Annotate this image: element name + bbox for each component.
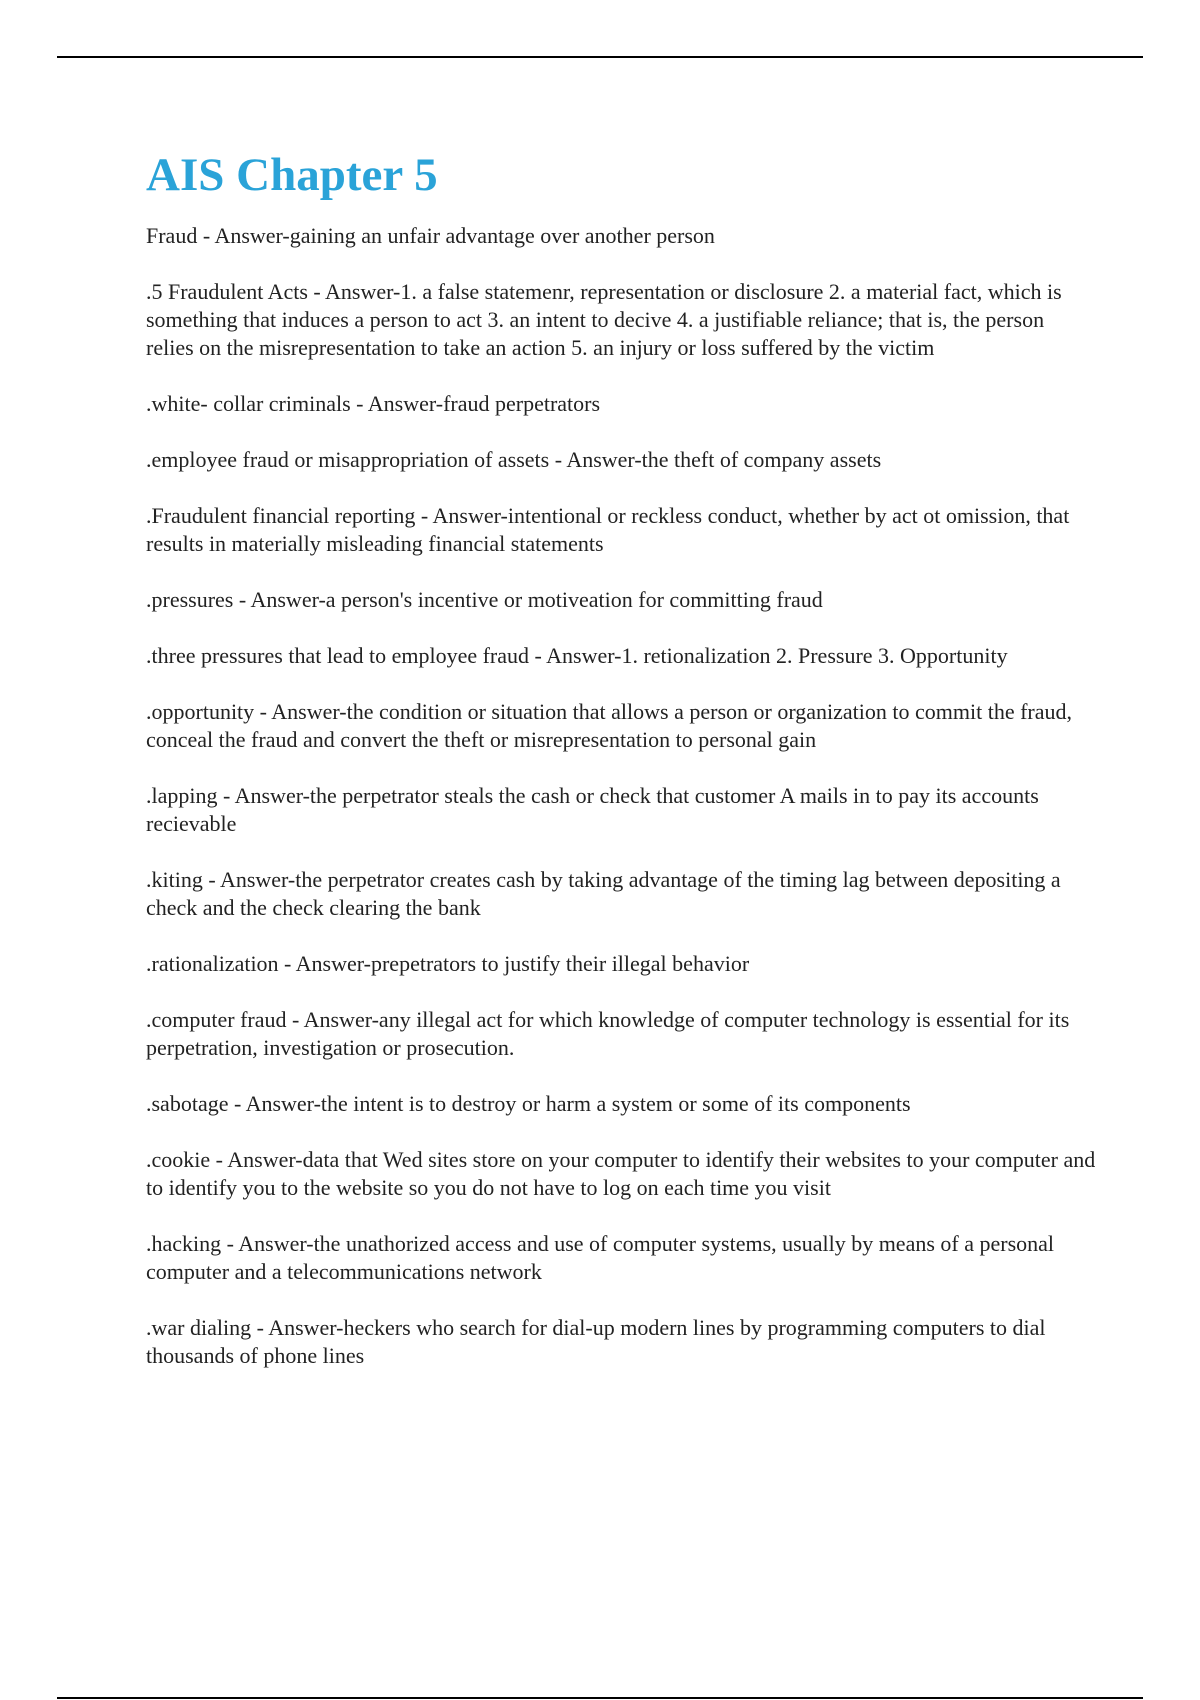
entry-lapping: .lapping - Answer-the perpetrator steals the cash or check that customer A mails in to pay its accounts recievable bbox=[146, 783, 1039, 836]
document-body bbox=[146, 140, 1096, 1398]
entry-war-dialing: .war dialing - Answer-heckers who search for dial-up modern lines by programming computers to dial thousands of phone lines bbox=[146, 1315, 1046, 1368]
entry-rationalization: .rationalization - Answer-prepetrators to justify their illegal behavior bbox=[146, 951, 750, 976]
entry-list bbox=[146, 222, 1096, 1370]
entry-pressures: .pressures - Answer-a person's incentive or motiveation for committing fraud bbox=[146, 587, 823, 612]
entry-hacking: .hacking - Answer-the unathorized access and use of computer systems, usually by means of a personal computer and a telecommunications network bbox=[146, 1231, 1055, 1284]
entry-kiting: .kiting - Answer-the perpetrator creates cash by taking advantage of the timing lag between depositing a check and the check clearing the bank bbox=[146, 867, 1061, 920]
entry-white-collar-criminals: .white- collar criminals - Answer-fraud perpetrators bbox=[146, 391, 601, 416]
entry-sabotage: .sabotage - Answer-the intent is to destroy or harm a system or some of its components bbox=[146, 1091, 911, 1116]
entry-employee-fraud: .employee fraud or misappropriation of assets - Answer-the theft of company assets bbox=[146, 447, 882, 472]
entry-fraudulent-acts: .5 Fraudulent Acts - Answer-1. a false statemenr, representation or disclosure 2. a material fact, which is something that induces a person to act 3. an intent to decive 4. a justifiable reliance; that is, the person relies on the misrepresentation to take an action 5. an injury or loss suffered by the victim bbox=[146, 279, 1062, 360]
entry-fraudulent-financial-reporting: .Fraudulent financial reporting - Answer-intentional or reckless conduct, whether by act ot omission, that results in materially misleading financial statements bbox=[146, 503, 1070, 556]
entry-opportunity: .opportunity - Answer-the condition or situation that allows a person or organization to commit the fraud, conceal the fraud and convert the theft or misrepresentation to personal gain bbox=[146, 699, 1073, 752]
header-rule bbox=[57, 56, 1143, 58]
entry-cookie: .cookie - Answer-data that Wed sites store on your computer to identify their websites to your computer and to identify you to the website so you do not have to log on each time you visit bbox=[146, 1147, 1096, 1200]
entry-fraud: Fraud - Answer-gaining an unfair advantage over another person bbox=[146, 223, 715, 248]
document-title: AIS Chapter 5 bbox=[146, 149, 438, 201]
entry-computer-fraud: .computer fraud - Answer-any illegal act for which knowledge of computer technology is essential for its perpetration, investigation or prosecution. bbox=[146, 1007, 1070, 1060]
entry-three-pressures: .three pressures that lead to employee fraud - Answer-1. retionalization 2. Pressure 3. Opportunity bbox=[146, 643, 1008, 668]
footer-rule bbox=[57, 1697, 1143, 1699]
